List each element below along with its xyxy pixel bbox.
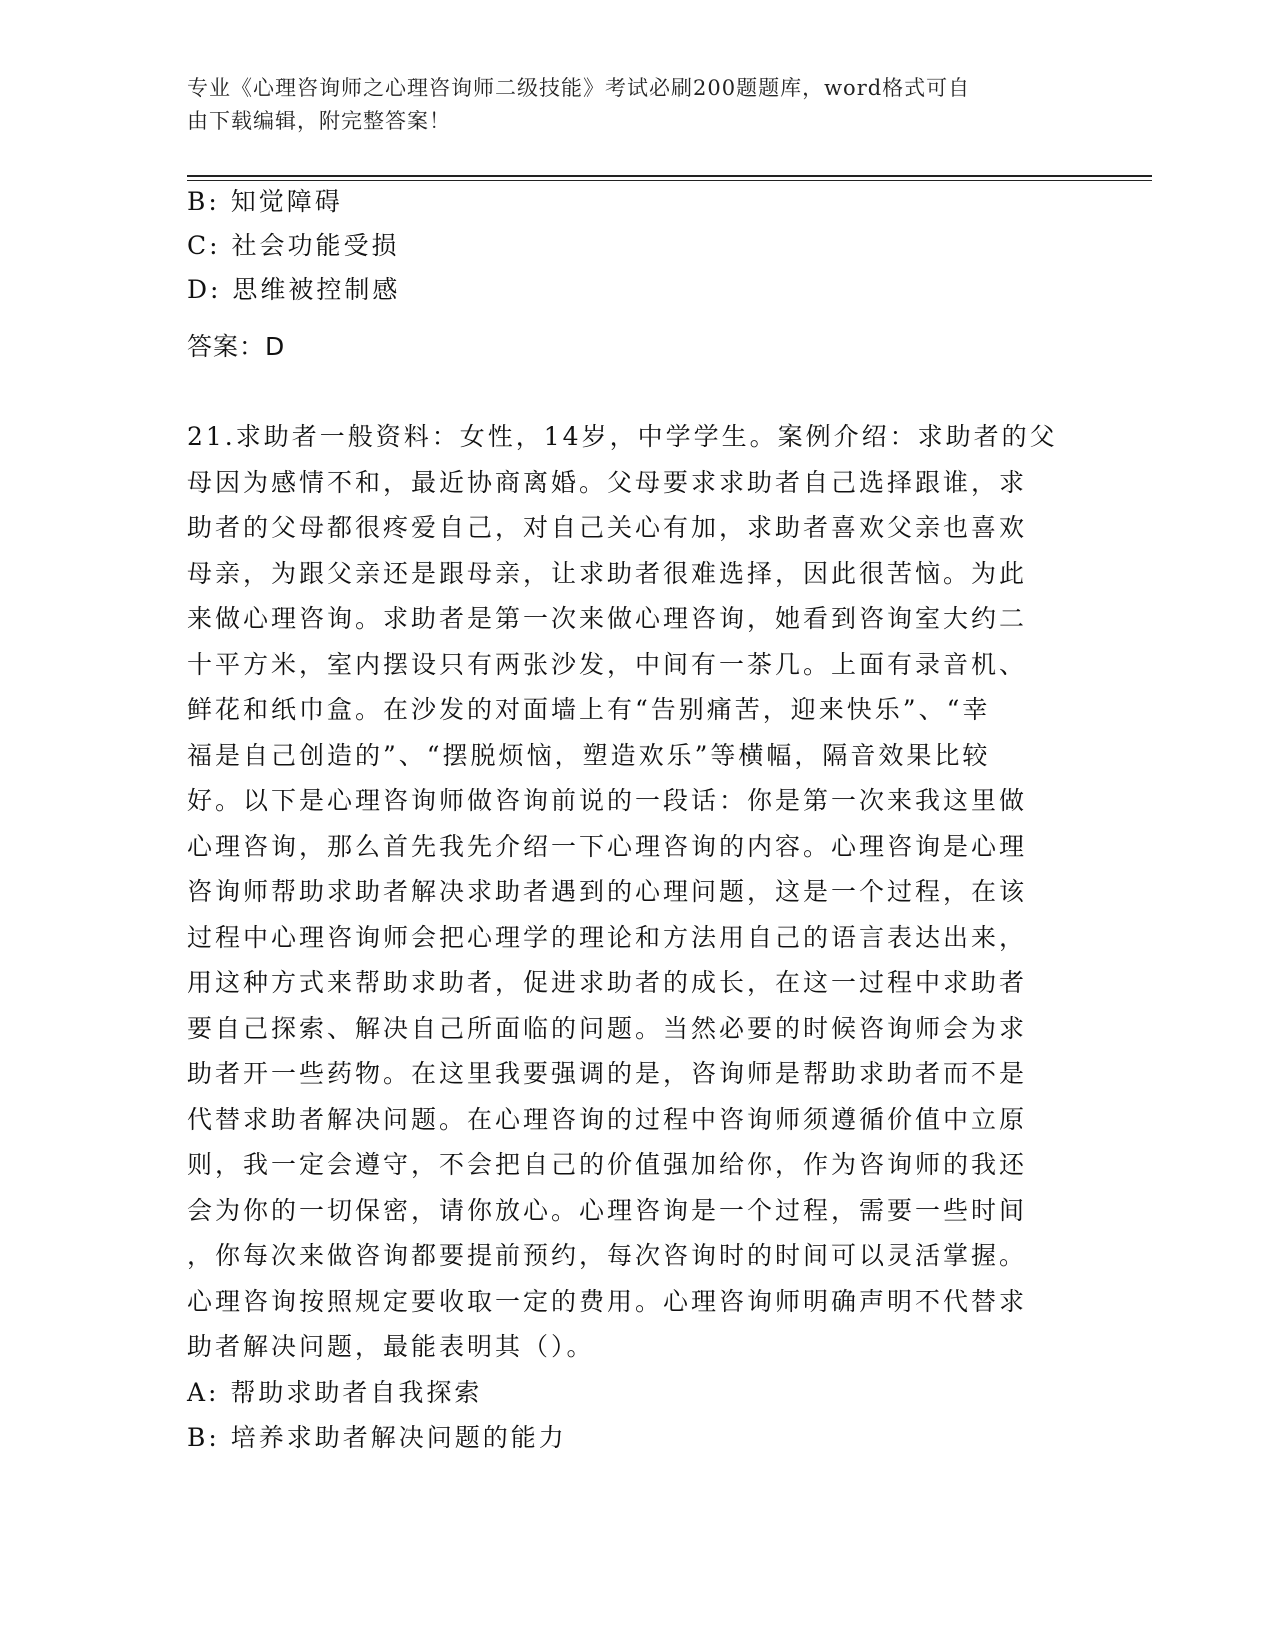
option-b: B: 知觉障碍 bbox=[187, 187, 343, 216]
question-line: 助者开一些药物。在这里我要强调的是，咨询师是帮助求助者而不是 bbox=[187, 1059, 1028, 1088]
option-c: C: 社会功能受损 bbox=[187, 231, 400, 260]
question-line: 助者的父母都很疼爱自己，对自己关心有加，求助者喜欢父亲也喜欢 bbox=[187, 513, 1028, 542]
question-line: 母亲，为跟父亲还是跟母亲，让求助者很难选择，因此很苦恼。为此 bbox=[187, 558, 1028, 588]
question-line: 心理咨询，那么首先我先介绍一下心理咨询的内容。心理咨询是心理 bbox=[187, 831, 1028, 861]
question-line: 要自己探索、解决自己所面临的问题。当然必要的时候咨询师会为求 bbox=[187, 1013, 1028, 1043]
question-line: 鲜花和纸巾盒。在沙发的对面墙上有“告别痛苦，迎来快乐”、“幸 bbox=[187, 695, 991, 724]
option-b: B: 培养求助者解决问题的能力 bbox=[187, 1423, 567, 1452]
header-rule-thick bbox=[187, 175, 1152, 177]
question-line: 则，我一定会遵守，不会把自己的价值强加给你，作为咨询师的我还 bbox=[187, 1150, 1028, 1179]
question-line: 会为你的一切保密，请你放心。心理咨询是一个过程，需要一些时间 bbox=[187, 1195, 1028, 1225]
question-line: 21.求助者一般资料：女性，14岁，中学学生。案例介绍：求助者的父 bbox=[187, 422, 1058, 451]
option-d: D: 思维被控制感 bbox=[187, 275, 401, 304]
question-line: 福是自己创造的”、“摆脱烦恼，塑造欢乐”等横幅，隔音效果比较 bbox=[187, 740, 991, 770]
question-line: 来做心理咨询。求助者是第一次来做心理咨询，她看到咨询室大约二 bbox=[187, 604, 1028, 633]
page-header bbox=[187, 72, 1067, 138]
question-line: 心理咨询按照规定要收取一定的费用。心理咨询师明确声明不代替求 bbox=[187, 1286, 1028, 1316]
question-line: 母因为感情不和，最近协商离婚。父母要求求助者自己选择跟谁，求 bbox=[187, 467, 1028, 497]
question-line: 助者解决问题，最能表明其（）。 bbox=[187, 1332, 595, 1361]
question-line: 代替求助者解决问题。在心理咨询的过程中咨询师须遵循价值中立原 bbox=[187, 1104, 1028, 1134]
question-line: 过程中心理咨询师会把心理学的理论和方法用自己的语言表达出来， bbox=[187, 922, 1028, 952]
answer-line: 答案：D bbox=[187, 332, 286, 361]
question-line: ，你每次来做咨询都要提前预约，每次咨询时的时间可以灵活掌握。 bbox=[187, 1241, 1028, 1270]
question-line: 用这种方式来帮助求助者，促进求助者的成长，在这一过程中求助者 bbox=[187, 968, 1028, 997]
header-rule-thin bbox=[187, 180, 1152, 181]
question-line: 十平方米，室内摆设只有两张沙发，中间有一茶几。上面有录音机、 bbox=[187, 649, 1028, 679]
option-a: A: 帮助求助者自我探索 bbox=[187, 1377, 483, 1407]
question-21 bbox=[187, 420, 1077, 1467]
question-line: 好。以下是心理咨询师做咨询前说的一段话：你是第一次来我这里做 bbox=[187, 786, 1028, 815]
header-line-1: 专业《心理咨询师之心理咨询师二级技能》考试必刷200题题库，word格式可自 bbox=[187, 76, 971, 100]
question-line: 咨询师帮助求助者解决求助者遇到的心理问题，这是一个过程，在该 bbox=[187, 877, 1028, 906]
header-line-2: 由下载编辑，附完整答案！ bbox=[187, 109, 451, 133]
